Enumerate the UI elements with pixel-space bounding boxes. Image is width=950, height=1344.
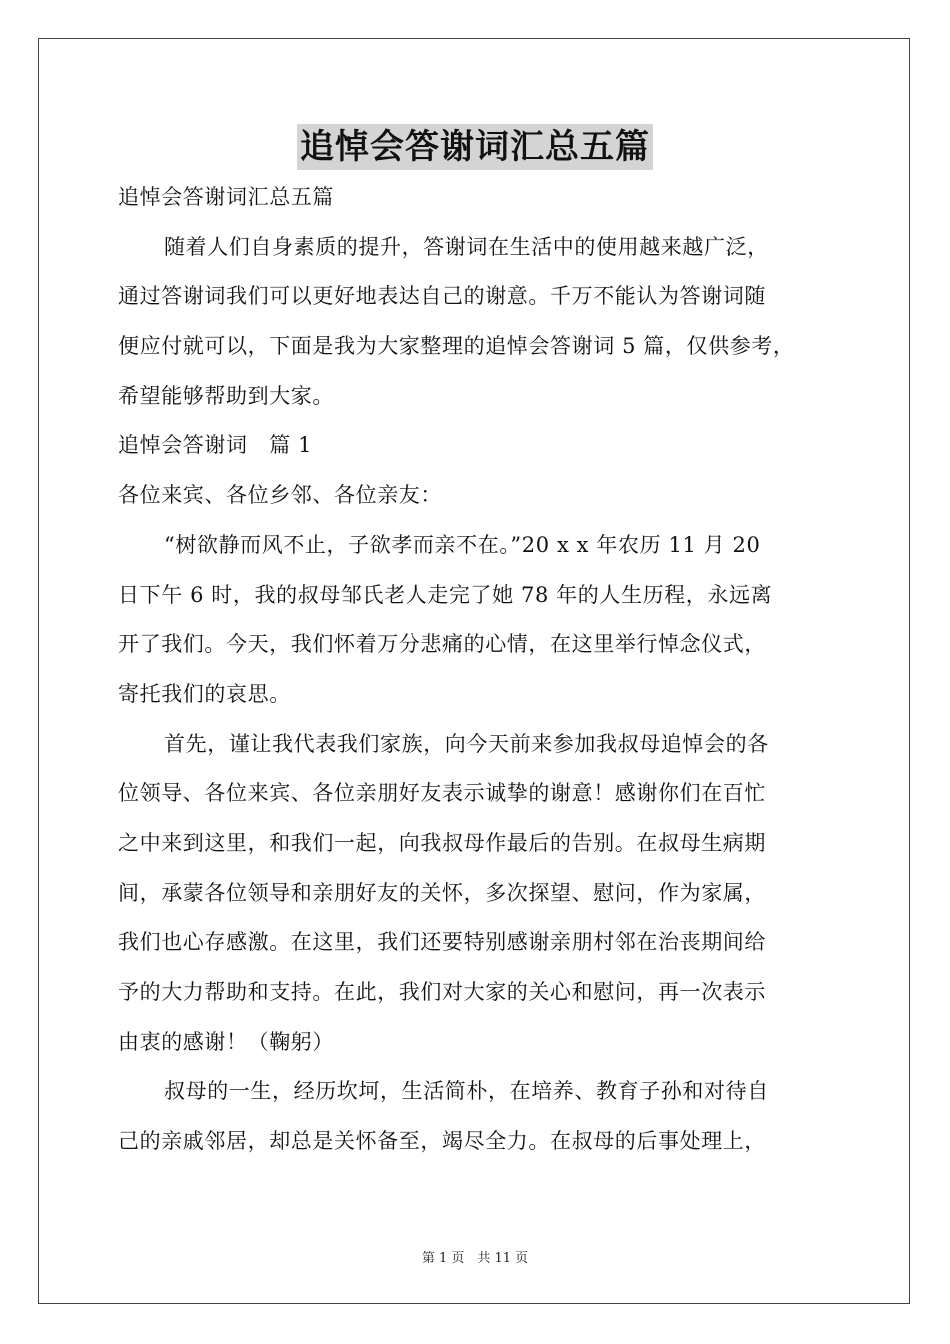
paragraph-line: 之中来到这里，和我们一起，向我叔母作最后的告别。在叔母生病期	[118, 830, 766, 855]
paragraph-line: 便应付就可以，下面是我为大家整理的追悼会答谢词 5 篇，仅供参考，	[118, 334, 795, 359]
paragraph-line: 日下午 6 时，我的叔母邹氏老人走完了她 78 年的人生历程，永远离	[118, 582, 773, 607]
paragraph-line: 予的大力帮助和支持。在此，我们对大家的关心和慰问，再一次表示	[118, 980, 766, 1004]
title-container	[0, 124, 950, 170]
paragraph-line: “树欲静而风不止，子欲孝而亲不在。”20 x x 年农历 11 月 20	[164, 532, 761, 557]
paragraph-line: 随着人们自身素质的提升，答谢词在生活中的使用越来越广泛，	[164, 234, 769, 259]
paragraph-line: 首先，谨让我代表我们家族，向今天前来参加我叔母追悼会的各	[164, 731, 769, 756]
paragraph-line: 开了我们。今天，我们怀着万分悲痛的心情，在这里举行悼念仪式，	[118, 632, 766, 657]
paragraph-line: 间，承蒙各位领导和亲朋好友的关怀，多次探望、慰问，作为家属，	[118, 880, 766, 905]
paragraph-line: 希望能够帮助到大家。	[118, 383, 334, 408]
document-body	[118, 173, 848, 1167]
paragraph-line: 寄托我们的哀思。	[118, 681, 291, 706]
salutation-line: 各位来宾、各位乡邻、各位亲友：	[118, 483, 442, 508]
document-title: 追悼会答谢词汇总五篇	[297, 124, 653, 170]
subtitle-line: 追悼会答谢词汇总五篇	[118, 185, 334, 209]
paragraph-line: 由衷的感谢！（鞠躬）	[118, 1029, 334, 1054]
page-footer: 第 1 页 共 11 页	[421, 1251, 529, 1266]
paragraph-line: 我们也心存感激。在这里，我们还要特别感谢亲朋村邻在治丧期间给	[118, 930, 766, 955]
paragraph-line: 位领导、各位来宾、各位亲朋好友表示诚挚的谢意！感谢你们在百忙	[118, 781, 766, 806]
paragraph-line: 通过答谢词我们可以更好地表达自己的谢意。千万不能认为答谢词随	[118, 284, 766, 309]
section-heading: 追悼会答谢词 篇 1	[118, 433, 313, 458]
paragraph-line: 己的亲戚邻居，却总是关怀备至，竭尽全力。在叔母的后事处理上，	[118, 1129, 766, 1154]
paragraph-line: 叔母的一生，经历坎坷，生活简朴，在培养、教育子孙和对待自	[164, 1079, 769, 1104]
